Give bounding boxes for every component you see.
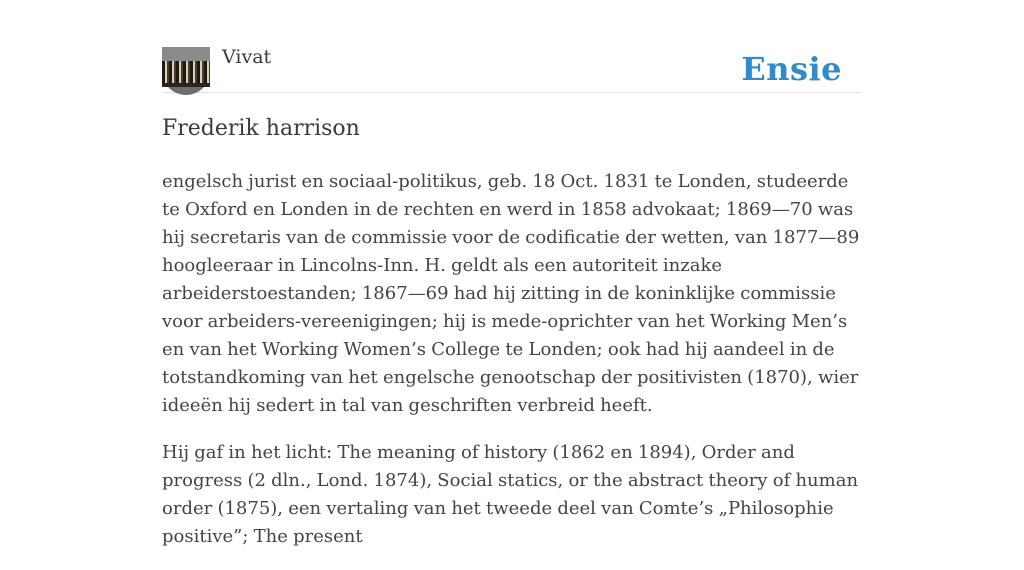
- avatar[interactable]: [162, 47, 210, 95]
- shelf-edge: [162, 83, 210, 87]
- article-paragraph: Hij gaf in het licht: The meaning of history (1862 en 1894), Order and progress (2 dln., Lond. 1874), Social statics, or the abstract theory of human order (1875), een vertaling van het tweede deel van Comte’s „Philosophie positive”; The present: [162, 442, 859, 547]
- username-link[interactable]: Vivat: [222, 46, 272, 68]
- page-title: Frederik harrison: [162, 116, 360, 141]
- bookshelf-image: [162, 61, 210, 83]
- brand-logo[interactable]: Ensie: [741, 50, 842, 88]
- avatar-background: [162, 47, 210, 61]
- page-container: [162, 0, 862, 547]
- header: [162, 0, 862, 93]
- article-paragraph: engelsch jurist en sociaal-politikus, geb. 18 Oct. 1831 te Londen, studeerde te Oxford en Londen in de rechten en werd in 1858 advokaat; 1869—70 was hij secretaris van de commissie voor de codificatie der wetten, van 1877—89 hoogleeraar in Lincolns-Inn. H. geldt als een autoriteit inzake arbeiderstoestanden; 1867—69 had hij zitting in de koninklijke commissie voor arbeiders-vereenigingen; hij is mede-oprichter van het Working Men’s en van het Working Women’s College te Londen; ook had hij aandeel in de totstandkoming van het engelsche genootschap der positivisten (1870), wier ideeën hij sedert in tal van geschriften verbreid heeft.: [162, 171, 860, 416]
- article-body: [162, 168, 862, 570]
